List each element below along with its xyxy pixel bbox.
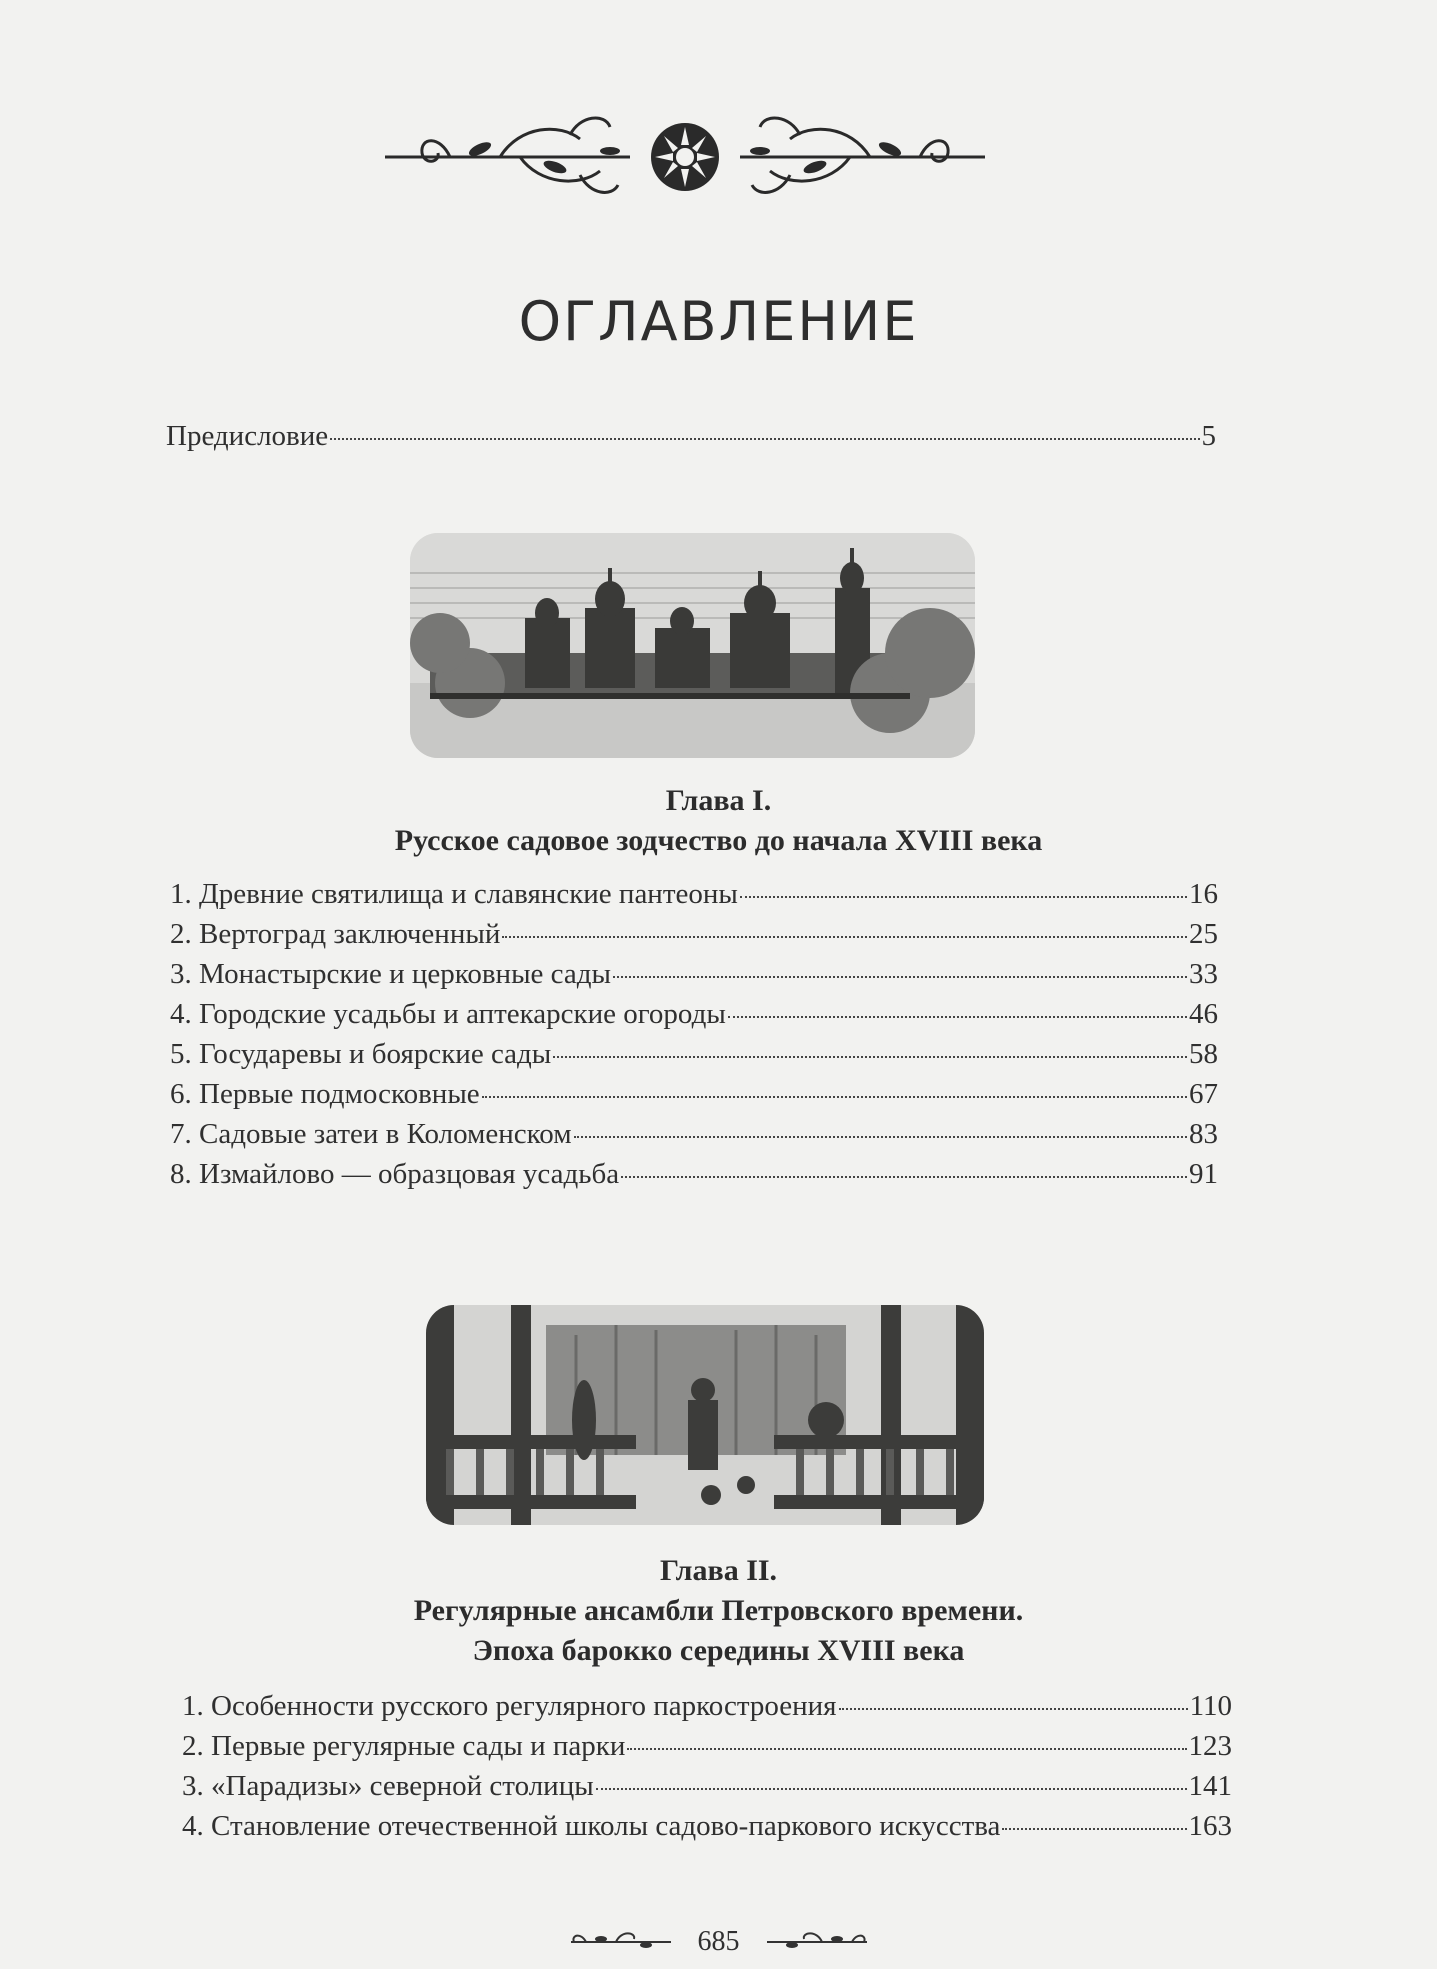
chapter-1-heading: Глава I. bbox=[665, 784, 772, 817]
toc-entry-ch1-6[interactable] bbox=[170, 1078, 1218, 1111]
toc-entry-ch1-1[interactable] bbox=[170, 878, 1218, 911]
monastery-illustration bbox=[410, 533, 975, 758]
chapter-2-subtitle-line-1: Регулярные ансамбли Петровского времени. bbox=[413, 1594, 1024, 1627]
footer-ornament-right-icon bbox=[762, 1927, 872, 1957]
leader-dots bbox=[728, 1016, 1187, 1018]
toc-entry-ch1-2[interactable] bbox=[170, 918, 1218, 951]
toc-entry-ch1-8[interactable] bbox=[170, 1158, 1218, 1191]
toc-entry-label: 1. Особенности русского регулярного паркостроения bbox=[182, 1690, 837, 1722]
toc-entry-label: 3. Монастырские и церковные сады bbox=[170, 958, 612, 990]
toc-entry-page: 91 bbox=[1189, 1158, 1218, 1190]
floral-ornament-icon bbox=[380, 105, 990, 205]
page-number: 685 bbox=[697, 1926, 740, 1957]
toc-entry-page: 141 bbox=[1188, 1770, 1232, 1802]
toc-entry-ch2-1[interactable] bbox=[182, 1690, 1232, 1723]
leader-dots bbox=[613, 976, 1187, 978]
toc-entry-label: 5. Государевы и боярские сады bbox=[170, 1038, 552, 1070]
leader-dots bbox=[740, 896, 1187, 898]
leader-dots bbox=[553, 1056, 1187, 1058]
toc-entry-ch2-2[interactable] bbox=[182, 1730, 1232, 1763]
toc-entry-preface[interactable] bbox=[166, 420, 1216, 453]
page-footer bbox=[0, 1922, 1437, 1962]
toc-entry-ch1-4[interactable] bbox=[170, 998, 1218, 1031]
leader-dots bbox=[627, 1748, 1186, 1750]
toc-entry-label: 2. Вертоград заключенный bbox=[170, 918, 501, 950]
page-title: ОГЛАВЛЕНИЕ bbox=[518, 290, 919, 353]
toc-entry-ch1-5[interactable] bbox=[170, 1038, 1218, 1071]
leader-dots bbox=[574, 1136, 1187, 1138]
toc-entry-page: 25 bbox=[1189, 918, 1218, 950]
leader-dots bbox=[621, 1176, 1187, 1178]
toc-entry-page: 163 bbox=[1188, 1810, 1232, 1842]
toc-entry-label: 8. Измайлово — образцовая усадьба bbox=[170, 1158, 620, 1190]
toc-entry-ch2-3[interactable] bbox=[182, 1770, 1232, 1803]
leader-dots bbox=[330, 438, 1199, 440]
toc-entry-page: 110 bbox=[1189, 1690, 1232, 1722]
toc-entry-label: Предисловие bbox=[166, 420, 329, 452]
toc-entry-page: 33 bbox=[1189, 958, 1218, 990]
toc-entry-page: 67 bbox=[1189, 1078, 1218, 1110]
toc-entry-label: 1. Древние святилища и славянские пантеоны bbox=[170, 878, 738, 910]
toc-entry-page: 5 bbox=[1201, 420, 1216, 452]
toc-entry-label: 2. Первые регулярные сады и парки bbox=[182, 1730, 626, 1762]
toc-entry-label: 4. Городские усадьбы и аптекарские огороды bbox=[170, 998, 726, 1030]
leader-dots bbox=[839, 1708, 1188, 1710]
chapter-2-subtitle-line-2: Эпоха барокко середины XVIII века bbox=[472, 1634, 965, 1667]
toc-entry-label: 6. Первые подмосковные bbox=[170, 1078, 480, 1110]
toc-entry-ch1-7[interactable] bbox=[170, 1118, 1218, 1151]
toc-entry-page: 83 bbox=[1189, 1118, 1218, 1150]
leader-dots bbox=[482, 1096, 1187, 1098]
chapter-2-heading: Глава II. bbox=[659, 1554, 778, 1587]
terrace-illustration bbox=[426, 1305, 984, 1525]
toc-entry-page: 123 bbox=[1188, 1730, 1232, 1762]
toc-entry-ch2-4[interactable] bbox=[182, 1810, 1232, 1843]
toc-entry-page: 46 bbox=[1189, 998, 1218, 1030]
footer-ornament-left-icon bbox=[566, 1927, 676, 1957]
leader-dots bbox=[502, 936, 1187, 938]
toc-entry-label: 3. «Парадизы» северной столицы bbox=[182, 1770, 594, 1802]
toc-entry-ch1-3[interactable] bbox=[170, 958, 1218, 991]
leader-dots bbox=[1002, 1828, 1186, 1830]
toc-entry-label: 7. Садовые затеи в Коломенском bbox=[170, 1118, 572, 1150]
toc-entry-label: 4. Становление отечественной школы садово-паркового искусства bbox=[182, 1810, 1001, 1842]
chapter-1-subtitle: Русское садовое зодчество до начала XVIII века bbox=[394, 824, 1043, 857]
leader-dots bbox=[596, 1788, 1187, 1790]
toc-entry-page: 58 bbox=[1189, 1038, 1218, 1070]
toc-entry-page: 16 bbox=[1189, 878, 1218, 910]
